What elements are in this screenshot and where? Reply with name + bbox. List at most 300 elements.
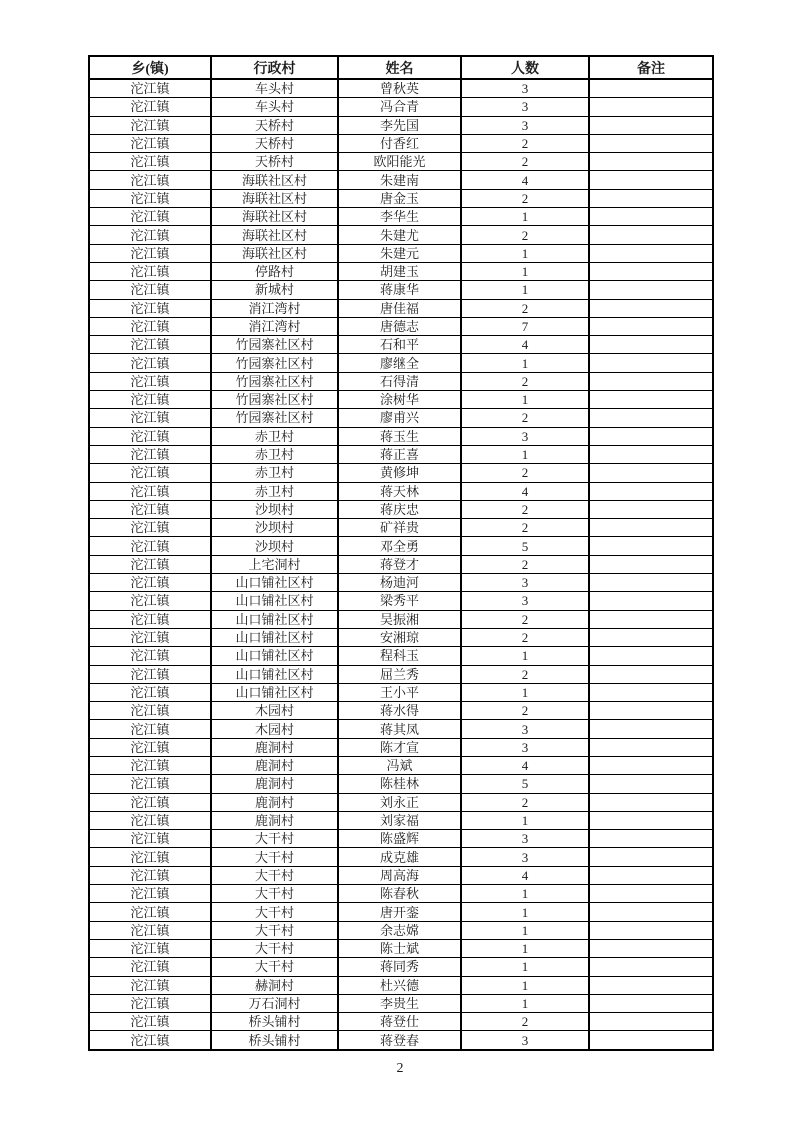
cell-name: 蒋天林: [338, 482, 461, 500]
cell-township: 沱江镇: [89, 445, 211, 463]
cell-township: 沱江镇: [89, 372, 211, 390]
cell-count: 1: [461, 391, 589, 409]
cell-name: 蒋登才: [338, 555, 461, 573]
column-header-name: 姓名: [338, 56, 461, 79]
table-row: [89, 647, 713, 665]
cell-village: 山口铺社区村: [211, 574, 338, 592]
cell-name: 欧阳能光: [338, 153, 461, 171]
table-row: [89, 702, 713, 720]
table-row: [89, 574, 713, 592]
cell-village: 山口铺社区村: [211, 683, 338, 701]
cell-township: 沱江镇: [89, 830, 211, 848]
table-row: [89, 244, 713, 262]
table-row: [89, 281, 713, 299]
cell-township: 沱江镇: [89, 647, 211, 665]
cell-village: 大干村: [211, 958, 338, 976]
table-row: [89, 500, 713, 518]
cell-township: 沱江镇: [89, 1013, 211, 1031]
cell-remark: [589, 464, 713, 482]
cell-name: 黄修坤: [338, 464, 461, 482]
table-row: [89, 885, 713, 903]
cell-village: 大干村: [211, 848, 338, 866]
cell-remark: [589, 628, 713, 646]
cell-remark: [589, 317, 713, 335]
cell-village: 鹿洞村: [211, 811, 338, 829]
cell-name: 安湘琼: [338, 628, 461, 646]
cell-name: 蒋同秀: [338, 958, 461, 976]
cell-remark: [589, 336, 713, 354]
cell-count: 2: [461, 500, 589, 518]
cell-name: 杨迪河: [338, 574, 461, 592]
cell-count: 2: [461, 793, 589, 811]
cell-remark: [589, 244, 713, 262]
page-number: 2: [396, 1061, 404, 1076]
cell-name: 涂树华: [338, 391, 461, 409]
cell-village: 竹园寨社区村: [211, 409, 338, 427]
cell-name: 王小平: [338, 683, 461, 701]
cell-remark: [589, 574, 713, 592]
cell-name: 矿祥贵: [338, 519, 461, 537]
cell-count: 1: [461, 939, 589, 957]
cell-count: 3: [461, 98, 589, 116]
cell-remark: [589, 79, 713, 98]
cell-remark: [589, 610, 713, 628]
cell-township: 沱江镇: [89, 574, 211, 592]
cell-name: 周高海: [338, 866, 461, 884]
cell-count: 2: [461, 1013, 589, 1031]
cell-township: 沱江镇: [89, 976, 211, 994]
cell-village: 鹿洞村: [211, 793, 338, 811]
cell-name: 李先国: [338, 116, 461, 134]
table-row: [89, 153, 713, 171]
cell-township: 沱江镇: [89, 720, 211, 738]
cell-village: 竹园寨社区村: [211, 336, 338, 354]
table-row: [89, 98, 713, 116]
cell-township: 沱江镇: [89, 702, 211, 720]
cell-remark: [589, 866, 713, 884]
cell-count: 5: [461, 775, 589, 793]
table-row: [89, 354, 713, 372]
table-row: [89, 519, 713, 537]
cell-name: 朱建元: [338, 244, 461, 262]
cell-township: 沱江镇: [89, 811, 211, 829]
cell-village: 赫洞村: [211, 976, 338, 994]
cell-remark: [589, 189, 713, 207]
table-row: [89, 994, 713, 1012]
cell-count: 1: [461, 281, 589, 299]
table-row: [89, 391, 713, 409]
cell-remark: [589, 976, 713, 994]
cell-count: 3: [461, 427, 589, 445]
cell-count: 1: [461, 683, 589, 701]
cell-township: 沱江镇: [89, 555, 211, 573]
cell-village: 竹园寨社区村: [211, 372, 338, 390]
cell-count: 1: [461, 885, 589, 903]
table-row: [89, 427, 713, 445]
cell-count: 1: [461, 354, 589, 372]
table-row: [89, 665, 713, 683]
cell-township: 沱江镇: [89, 628, 211, 646]
cell-township: 沱江镇: [89, 208, 211, 226]
cell-count: 2: [461, 153, 589, 171]
cell-name: 刘家福: [338, 811, 461, 829]
cell-township: 沱江镇: [89, 189, 211, 207]
cell-remark: [589, 262, 713, 280]
cell-name: 唐金玉: [338, 189, 461, 207]
cell-count: 3: [461, 1031, 589, 1050]
cell-count: 1: [461, 244, 589, 262]
cell-count: 1: [461, 921, 589, 939]
table-row: [89, 1013, 713, 1031]
cell-count: 1: [461, 445, 589, 463]
cell-township: 沱江镇: [89, 317, 211, 335]
cell-name: 廖甫兴: [338, 409, 461, 427]
cell-name: 蒋康华: [338, 281, 461, 299]
cell-count: 2: [461, 628, 589, 646]
table-row: [89, 683, 713, 701]
table-row: [89, 116, 713, 134]
cell-remark: [589, 921, 713, 939]
cell-count: 2: [461, 409, 589, 427]
cell-remark: [589, 427, 713, 445]
cell-township: 沱江镇: [89, 171, 211, 189]
table-row: [89, 592, 713, 610]
cell-name: 杜兴德: [338, 976, 461, 994]
cell-township: 沱江镇: [89, 793, 211, 811]
cell-village: 桥头铺村: [211, 1013, 338, 1031]
table-row: [89, 299, 713, 317]
cell-count: 3: [461, 738, 589, 756]
cell-count: 2: [461, 226, 589, 244]
cell-township: 沱江镇: [89, 134, 211, 152]
cell-village: 车头村: [211, 98, 338, 116]
cell-count: 1: [461, 994, 589, 1012]
cell-remark: [589, 647, 713, 665]
table-row: [89, 134, 713, 152]
cell-township: 沱江镇: [89, 921, 211, 939]
column-header-count: 人数: [461, 56, 589, 79]
cell-village: 海联社区村: [211, 244, 338, 262]
cell-village: 天桥村: [211, 134, 338, 152]
cell-count: 4: [461, 336, 589, 354]
table-row: [89, 1031, 713, 1050]
cell-count: 1: [461, 976, 589, 994]
table-row: [89, 848, 713, 866]
cell-remark: [589, 848, 713, 866]
cell-name: 邓全勇: [338, 537, 461, 555]
cell-count: 4: [461, 756, 589, 774]
cell-name: 李华生: [338, 208, 461, 226]
cell-remark: [589, 738, 713, 756]
cell-township: 沱江镇: [89, 391, 211, 409]
cell-count: 4: [461, 482, 589, 500]
cell-remark: [589, 775, 713, 793]
cell-township: 沱江镇: [89, 738, 211, 756]
cell-township: 沱江镇: [89, 665, 211, 683]
table-row: [89, 372, 713, 390]
table-row: [89, 866, 713, 884]
cell-remark: [589, 555, 713, 573]
cell-remark: [589, 939, 713, 957]
cell-count: 2: [461, 665, 589, 683]
cell-name: 程科玉: [338, 647, 461, 665]
table-body: [89, 79, 713, 1050]
cell-township: 沱江镇: [89, 262, 211, 280]
cell-count: 5: [461, 537, 589, 555]
cell-remark: [589, 793, 713, 811]
cell-count: 4: [461, 866, 589, 884]
cell-remark: [589, 281, 713, 299]
cell-count: 2: [461, 555, 589, 573]
cell-village: 木园村: [211, 702, 338, 720]
table-row: [89, 610, 713, 628]
table-row: [89, 171, 713, 189]
cell-remark: [589, 171, 713, 189]
table-row: [89, 555, 713, 573]
cell-name: 胡建玉: [338, 262, 461, 280]
cell-village: 天桥村: [211, 153, 338, 171]
cell-township: 沱江镇: [89, 775, 211, 793]
cell-remark: [589, 756, 713, 774]
table-header-row: [89, 56, 713, 79]
cell-remark: [589, 958, 713, 976]
cell-village: 消江湾村: [211, 299, 338, 317]
cell-count: 2: [461, 299, 589, 317]
cell-name: 蒋其凤: [338, 720, 461, 738]
cell-remark: [589, 299, 713, 317]
cell-remark: [589, 830, 713, 848]
cell-township: 沱江镇: [89, 244, 211, 262]
cell-village: 鹿洞村: [211, 775, 338, 793]
cell-village: 山口铺社区村: [211, 647, 338, 665]
cell-remark: [589, 1013, 713, 1031]
cell-village: 万石洞村: [211, 994, 338, 1012]
cell-remark: [589, 354, 713, 372]
cell-count: 1: [461, 647, 589, 665]
table-row: [89, 830, 713, 848]
cell-count: 1: [461, 262, 589, 280]
table-row: [89, 775, 713, 793]
cell-township: 沱江镇: [89, 226, 211, 244]
cell-name: 蒋登春: [338, 1031, 461, 1050]
cell-name: 陈才宣: [338, 738, 461, 756]
table-row: [89, 793, 713, 811]
cell-township: 沱江镇: [89, 482, 211, 500]
cell-village: 山口铺社区村: [211, 610, 338, 628]
cell-count: 3: [461, 79, 589, 98]
cell-village: 车头村: [211, 79, 338, 98]
table-row: [89, 189, 713, 207]
cell-village: 天桥村: [211, 116, 338, 134]
cell-village: 赤卫村: [211, 427, 338, 445]
cell-village: 大干村: [211, 830, 338, 848]
table-row: [89, 317, 713, 335]
cell-village: 停路村: [211, 262, 338, 280]
cell-village: 海联社区村: [211, 189, 338, 207]
cell-village: 赤卫村: [211, 464, 338, 482]
cell-name: 成克雄: [338, 848, 461, 866]
cell-name: 蒋水得: [338, 702, 461, 720]
cell-count: 2: [461, 519, 589, 537]
cell-township: 沱江镇: [89, 592, 211, 610]
table-row: [89, 976, 713, 994]
cell-remark: [589, 208, 713, 226]
cell-remark: [589, 665, 713, 683]
cell-remark: [589, 702, 713, 720]
cell-count: 7: [461, 317, 589, 335]
cell-name: 石和平: [338, 336, 461, 354]
cell-name: 陈盛辉: [338, 830, 461, 848]
cell-township: 沱江镇: [89, 299, 211, 317]
cell-count: 2: [461, 464, 589, 482]
table-row: [89, 903, 713, 921]
table-row: [89, 226, 713, 244]
cell-village: 桥头铺村: [211, 1031, 338, 1050]
column-header-township: 乡(镇): [89, 56, 211, 79]
cell-count: 1: [461, 958, 589, 976]
cell-name: 唐开銮: [338, 903, 461, 921]
cell-count: 3: [461, 592, 589, 610]
cell-township: 沱江镇: [89, 537, 211, 555]
cell-township: 沱江镇: [89, 336, 211, 354]
cell-township: 沱江镇: [89, 427, 211, 445]
cell-remark: [589, 134, 713, 152]
cell-village: 竹园寨社区村: [211, 391, 338, 409]
cell-township: 沱江镇: [89, 610, 211, 628]
cell-village: 大干村: [211, 866, 338, 884]
cell-village: 上宅洞村: [211, 555, 338, 573]
table-row: [89, 958, 713, 976]
cell-count: 3: [461, 116, 589, 134]
cell-name: 蒋庆忠: [338, 500, 461, 518]
cell-remark: [589, 445, 713, 463]
cell-township: 沱江镇: [89, 756, 211, 774]
cell-name: 石得清: [338, 372, 461, 390]
cell-village: 山口铺社区村: [211, 628, 338, 646]
table-row: [89, 720, 713, 738]
cell-remark: [589, 683, 713, 701]
table-row: [89, 409, 713, 427]
table-row: [89, 939, 713, 957]
cell-count: 3: [461, 720, 589, 738]
cell-township: 沱江镇: [89, 79, 211, 98]
cell-township: 沱江镇: [89, 153, 211, 171]
table-row: [89, 811, 713, 829]
cell-township: 沱江镇: [89, 116, 211, 134]
cell-remark: [589, 994, 713, 1012]
cell-township: 沱江镇: [89, 903, 211, 921]
cell-name: 冯斌: [338, 756, 461, 774]
cell-remark: [589, 409, 713, 427]
table-row: [89, 482, 713, 500]
table-row: [89, 208, 713, 226]
cell-name: 蒋登仕: [338, 1013, 461, 1031]
cell-remark: [589, 500, 713, 518]
cell-name: 吴振湘: [338, 610, 461, 628]
cell-village: 山口铺社区村: [211, 592, 338, 610]
cell-count: 4: [461, 171, 589, 189]
table-row: [89, 738, 713, 756]
cell-remark: [589, 592, 713, 610]
cell-village: 消江湾村: [211, 317, 338, 335]
cell-name: 刘永正: [338, 793, 461, 811]
cell-village: 大干村: [211, 885, 338, 903]
cell-village: 山口铺社区村: [211, 665, 338, 683]
cell-name: 梁秀平: [338, 592, 461, 610]
cell-remark: [589, 811, 713, 829]
table-row: [89, 262, 713, 280]
roster-table: [88, 55, 714, 1051]
cell-name: 屈兰秀: [338, 665, 461, 683]
table-row: [89, 79, 713, 98]
table-row: [89, 445, 713, 463]
cell-remark: [589, 720, 713, 738]
cell-count: 1: [461, 811, 589, 829]
cell-township: 沱江镇: [89, 98, 211, 116]
table-row: [89, 336, 713, 354]
cell-village: 新城村: [211, 281, 338, 299]
cell-village: 鹿洞村: [211, 756, 338, 774]
cell-name: 陈桂林: [338, 775, 461, 793]
cell-village: 大干村: [211, 921, 338, 939]
cell-name: 陈春秋: [338, 885, 461, 903]
cell-village: 沙坝村: [211, 500, 338, 518]
cell-name: 蒋玉生: [338, 427, 461, 445]
cell-name: 廖继全: [338, 354, 461, 372]
cell-township: 沱江镇: [89, 409, 211, 427]
cell-township: 沱江镇: [89, 683, 211, 701]
cell-remark: [589, 116, 713, 134]
cell-remark: [589, 226, 713, 244]
table-row: [89, 628, 713, 646]
cell-name: 付香红: [338, 134, 461, 152]
cell-township: 沱江镇: [89, 885, 211, 903]
cell-remark: [589, 537, 713, 555]
cell-township: 沱江镇: [89, 500, 211, 518]
header-row: [89, 56, 713, 79]
cell-count: 2: [461, 702, 589, 720]
cell-township: 沱江镇: [89, 848, 211, 866]
cell-remark: [589, 903, 713, 921]
cell-township: 沱江镇: [89, 354, 211, 372]
cell-village: 沙坝村: [211, 519, 338, 537]
cell-count: 2: [461, 372, 589, 390]
cell-township: 沱江镇: [89, 958, 211, 976]
cell-village: 赤卫村: [211, 482, 338, 500]
cell-village: 海联社区村: [211, 171, 338, 189]
cell-remark: [589, 391, 713, 409]
table-row: [89, 464, 713, 482]
table-row: [89, 537, 713, 555]
cell-remark: [589, 519, 713, 537]
cell-village: 赤卫村: [211, 445, 338, 463]
cell-village: 木园村: [211, 720, 338, 738]
table-row: [89, 756, 713, 774]
cell-count: 3: [461, 848, 589, 866]
cell-village: 海联社区村: [211, 226, 338, 244]
cell-name: 余志嫦: [338, 921, 461, 939]
cell-township: 沱江镇: [89, 866, 211, 884]
cell-name: 蒋正喜: [338, 445, 461, 463]
cell-count: 3: [461, 830, 589, 848]
cell-township: 沱江镇: [89, 1031, 211, 1050]
cell-village: 大干村: [211, 903, 338, 921]
cell-count: 2: [461, 189, 589, 207]
cell-village: 沙坝村: [211, 537, 338, 555]
cell-remark: [589, 153, 713, 171]
cell-village: 鹿洞村: [211, 738, 338, 756]
column-header-remark: 备注: [589, 56, 713, 79]
